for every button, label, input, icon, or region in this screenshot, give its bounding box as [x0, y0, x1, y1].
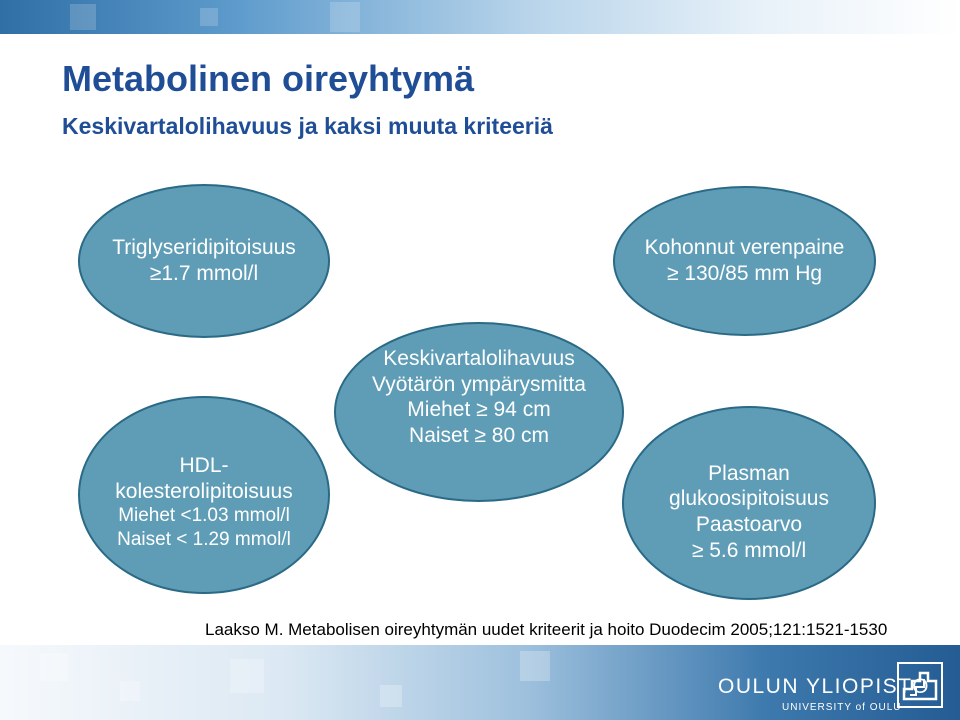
criterion-line: Triglyseridipitoisuus	[112, 236, 296, 260]
triglycerides-criterion	[78, 184, 330, 338]
decor-square	[330, 2, 360, 32]
university-name-english: UNIVERSITY of OULU	[782, 702, 902, 713]
blood-pressure-criterion	[613, 186, 876, 336]
decor-square	[120, 681, 140, 701]
criterion-line: glukoosipitoisuus	[669, 487, 829, 511]
criterion-line: ≥ 130/85 mm Hg	[666, 262, 823, 285]
decor-square	[40, 653, 68, 681]
university-logo-icon	[896, 661, 944, 709]
criterion-line: HDL-	[179, 454, 229, 478]
decor-square	[70, 4, 96, 30]
criterion-line: kolesterolipitoisuus	[115, 479, 293, 503]
slide-subtitle: Keskivartalolihavuus ja kaksi muuta kriteeriä	[62, 113, 553, 139]
decor-square	[380, 685, 402, 707]
decor-square	[520, 651, 550, 681]
criterion-line: Plasman	[708, 461, 790, 485]
criterion-line: Keskivartalolihavuus	[383, 347, 575, 370]
criterion-line: Miehet ≥ 94 cm	[407, 398, 551, 422]
criterion-line: ≥ 5.6 mmol/l	[691, 538, 807, 562]
criterion-line: Miehet <1.03 mmol/l	[118, 505, 290, 527]
waist-criterion	[334, 322, 624, 502]
criterion-line: Kohonnut verenpaine	[644, 236, 845, 260]
reference-citation: Laakso M. Metabolisen oireyhtymän uudet kriteerit ja hoito Duodecim 2005;121:1521-1530	[205, 620, 888, 639]
university-name: OULUN YLIOPISTO	[718, 675, 930, 698]
footer-band	[0, 645, 960, 720]
glucose-criterion	[622, 406, 876, 600]
criterion-line: Naiset < 1.29 mmol/l	[117, 528, 291, 550]
criterion-line: Paastoarvo	[695, 513, 803, 536]
hdl-criterion	[78, 396, 330, 594]
criterion-line: Vyötärön ympärysmitta	[372, 372, 586, 396]
decor-square	[230, 659, 264, 693]
criterion-line: Naiset ≥ 80 cm	[409, 423, 549, 447]
slide-title: Metabolinen oireyhtymä	[62, 58, 475, 99]
criterion-line: ≥1.7 mmol/l	[149, 262, 259, 285]
header-band	[0, 0, 960, 34]
decor-square	[200, 8, 218, 26]
